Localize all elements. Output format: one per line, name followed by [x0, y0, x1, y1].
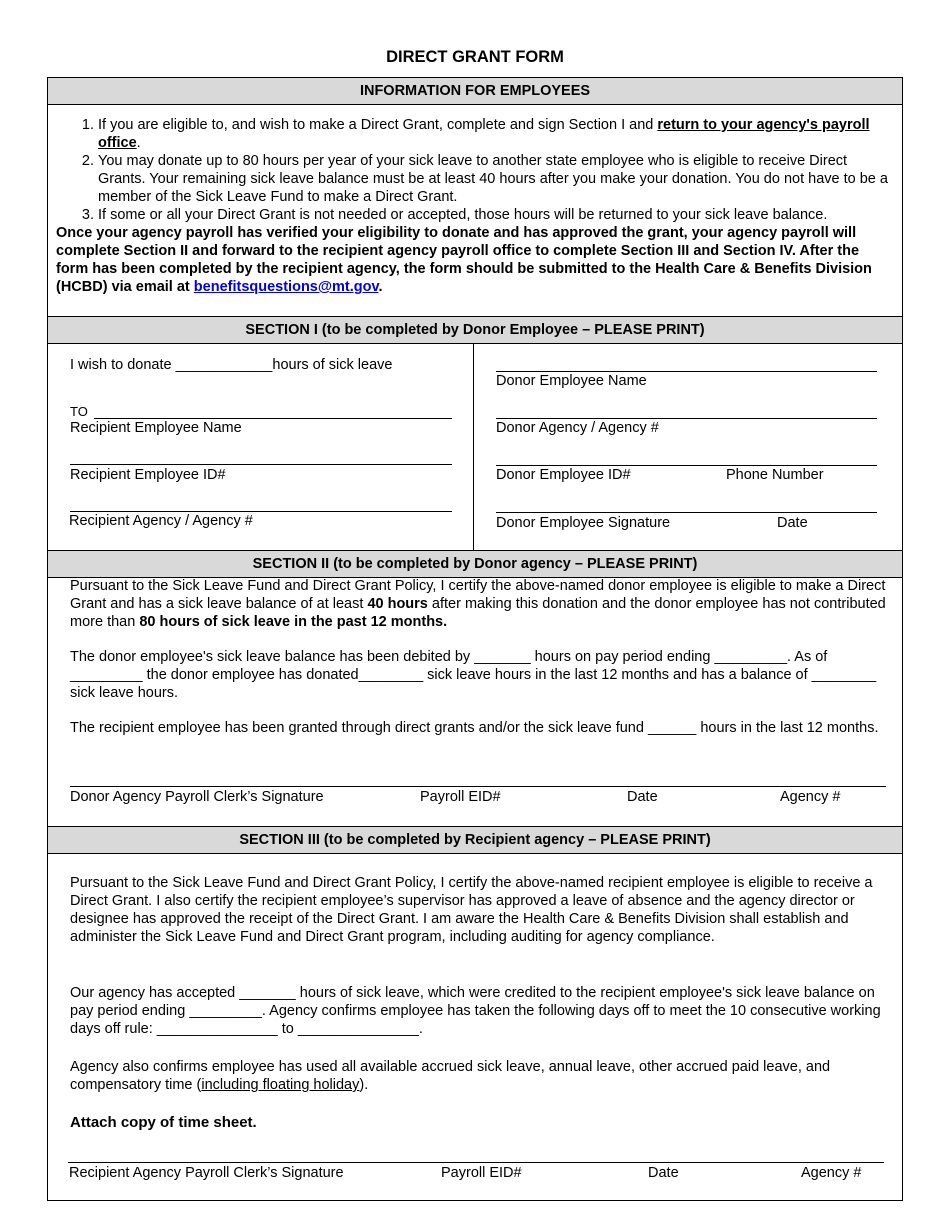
section3-date-label: Date [648, 1165, 679, 1181]
section2-agency-label: Agency # [780, 789, 841, 805]
info-instructions [56, 224, 892, 296]
donor-date-label: Date [777, 515, 808, 531]
info-item-1-emphasis: return to your agency's payroll office [98, 117, 870, 151]
recipient-id-label: Recipient Employee ID# [70, 467, 226, 483]
info-item-2 [98, 152, 888, 206]
section3-header: SECTION III (to be completed by Recipient agency – PLEASE PRINT) [48, 826, 902, 854]
recipient-agency-label: Recipient Agency / Agency # [69, 513, 253, 529]
donor-id-line[interactable] [496, 465, 877, 466]
recipient-name-line[interactable] [94, 418, 452, 419]
email-link[interactable]: benefitsquestions@mt.gov [193, 279, 379, 295]
section3-certification: Pursuant to the Sick Leave Fund and Direct Grant Policy, I certify the above-named recipient employee is eligible to receive a Direct Grant. I also certify the recipient employee’s supervisor has approved a leave of absence and the agency director or designee has approved the receipt of the Direct Grant. I am aware the Health Care & Benefits Division shall establish and administer the Sick Leave Fund and Direct Grant program, including auditing for agency compliance. [70, 875, 873, 945]
donor-signature-line[interactable] [496, 512, 877, 513]
section2-cert-text: Pursuant to the Sick Leave Fund and Direct Grant Policy, I certify the above-named donor employee is eligible to make a Direct Grant and has a sick leave balance of at least [70, 578, 886, 612]
donor-id-label: Donor Employee ID# [496, 467, 631, 483]
section2-recipient-paragraph[interactable]: The recipient employee has been granted through direct grants and/or the sick leave fund ______ hours in the last 12 months. [70, 720, 879, 736]
donate-hours-blank[interactable]: ____________ [175, 357, 273, 373]
info-item-1-end: . [136, 135, 141, 151]
attach-note: Attach copy of time sheet. [70, 1114, 257, 1131]
section2-cert-text2: after making this donation and the donor employee has not contributed more than [70, 596, 886, 630]
donate-line [70, 357, 392, 373]
section1-header: SECTION I (to be completed by Donor Employee – PLEASE PRINT) [48, 316, 902, 344]
form-title: DIRECT GRANT FORM [386, 48, 564, 66]
recipient-name-label: Recipient Employee Name [70, 420, 242, 436]
recipient-agency-line[interactable] [70, 511, 452, 512]
section3-confirm-text: Agency also confirms employee has used all available accrued sick leave, annual leave, other accrued paid leave, and compensatory time ( [70, 1059, 831, 1093]
info-item-2-text: You may donate up to 80 hours per year of your sick leave to another state employee who is eligible to receive Direct Grants. Your remaining sick leave balance must be at least 40 hours after you make your donation. You do not have to be a member of the Sick Leave Fund to make a Direct Grant. [98, 153, 888, 205]
info-item-1-text: If you are eligible to, and wish to make a Direct Grant, complete and sign Section I and [98, 117, 658, 133]
section3-eid-label: Payroll EID# [441, 1165, 522, 1181]
section2-date-label: Date [627, 789, 658, 805]
section2-header: SECTION II (to be completed by Donor agency – PLEASE PRINT) [48, 550, 902, 578]
info-list [48, 116, 888, 224]
info-instructions-end: . [378, 279, 383, 295]
section3-signature-label: Recipient Agency Payroll Clerk’s Signature [69, 1165, 344, 1181]
info-header: INFORMATION FOR EMPLOYEES [48, 77, 902, 105]
section3-agency-label: Agency # [801, 1165, 862, 1181]
form-frame [47, 77, 903, 1201]
section3-accepted-paragraph[interactable]: Our agency has accepted _______ hours of sick leave, which were credited to the recipient employee's sick leave balance on pay period ending _________. Agency confirms employee has taken the following days off to meet the 10 consecutive working days off rule: _______________ to _______________. [70, 985, 881, 1037]
to-label: TO [70, 404, 88, 419]
section2-cert-limit: 80 hours of sick leave in the past 12 months. [139, 614, 448, 630]
donor-agency-line[interactable] [496, 418, 877, 419]
section2-signature-line[interactable] [70, 786, 886, 787]
info-item-1 [98, 116, 888, 152]
info-instructions-text: Once your agency payroll has verified your eligibility to donate and has approved the grant, your agency payroll will complete Section II and forward to the recipient agency payroll office to complete Section III and Section IV. After the form has been completed by the recipient agency, the form should be submitted to the Health Care & Benefits Division (HCBD) via email at [56, 225, 872, 295]
info-item-3 [98, 206, 888, 224]
section3-confirm-end: ). [359, 1077, 369, 1093]
section3-confirm-holiday: including floating holiday [201, 1077, 360, 1093]
donate-suffix: hours of sick leave [272, 357, 393, 373]
section2-eid-label: Payroll EID# [420, 789, 501, 805]
section2-cert-hours: 40 hours [367, 596, 428, 612]
info-item-3-text: If some or all your Direct Grant is not needed or accepted, those hours will be returned to your sick leave balance. [98, 207, 828, 223]
section2-certification [70, 577, 898, 631]
section2-signature-label: Donor Agency Payroll Clerk’s Signature [70, 789, 324, 805]
section1-divider [473, 343, 474, 550]
phone-label: Phone Number [726, 467, 824, 483]
donate-label: I wish to donate [70, 357, 176, 373]
section2-debit-paragraph[interactable]: The donor employee's sick leave balance has been debited by _______ hours on pay period ending _________. As of _________ the donor employee has donated________ sick leave hours in the last 12 months and has a balance of ________ sick leave hours. [70, 649, 877, 701]
section3-signature-line[interactable] [68, 1162, 884, 1163]
donor-agency-label: Donor Agency / Agency # [496, 420, 659, 436]
donor-signature-label: Donor Employee Signature [496, 515, 671, 531]
recipient-id-line[interactable] [70, 464, 452, 465]
section3-confirm-paragraph [70, 1058, 890, 1094]
donor-name-label: Donor Employee Name [496, 373, 647, 389]
donor-name-line[interactable] [496, 371, 877, 372]
